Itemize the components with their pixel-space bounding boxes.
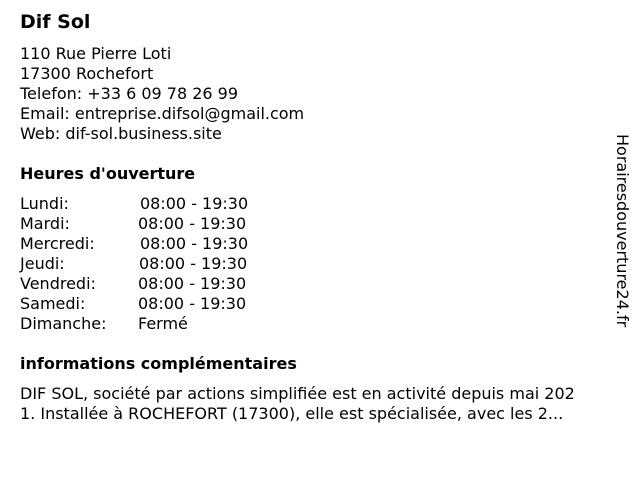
email-line: Email: entreprise.difsol@gmail.com (20, 104, 305, 123)
contact-block (20, 44, 304, 144)
day-label: Lundi: (20, 194, 69, 213)
day-hours: Fermé (138, 314, 188, 333)
opening-hours-heading: Heures d'ouverture (20, 164, 196, 183)
address-city: 17300 Rochefort (20, 64, 154, 83)
day-hours: 08:00 - 19:30 (140, 234, 249, 253)
business-name: Dif Sol (20, 11, 91, 33)
phone-line: Telefon: +33 6 09 78 26 99 (20, 84, 239, 103)
day-label: Mardi: (20, 214, 70, 233)
info-line-1: DIF SOL, société par actions simplifiée est en activité depuis mai 202 (20, 384, 575, 403)
additional-info-text (20, 384, 630, 424)
website-line: Web: dif-sol.business.site (20, 124, 222, 143)
day-label: Jeudi: (20, 254, 65, 273)
site-watermark-text: Horairesdouverture24.fr (613, 134, 632, 328)
day-label: Samedi: (20, 294, 86, 313)
day-label: Vendredi: (20, 274, 96, 293)
day-hours: 08:00 - 19:30 (139, 254, 248, 273)
day-hours: 08:00 - 19:30 (140, 194, 249, 213)
info-line-2: 1. Installée à ROCHEFORT (17300), elle est spécialisée, avec les 2... (20, 404, 564, 423)
day-label: Mercredi: (20, 234, 95, 253)
address-street: 110 Rue Pierre Loti (20, 44, 172, 63)
day-hours: 08:00 - 19:30 (138, 294, 247, 313)
day-hours: 08:00 - 19:30 (138, 214, 247, 233)
day-label: Dimanche: (20, 314, 107, 333)
site-watermark (612, 134, 632, 344)
day-hours: 08:00 - 19:30 (138, 274, 247, 293)
additional-info-heading: informations complémentaires (20, 354, 297, 373)
